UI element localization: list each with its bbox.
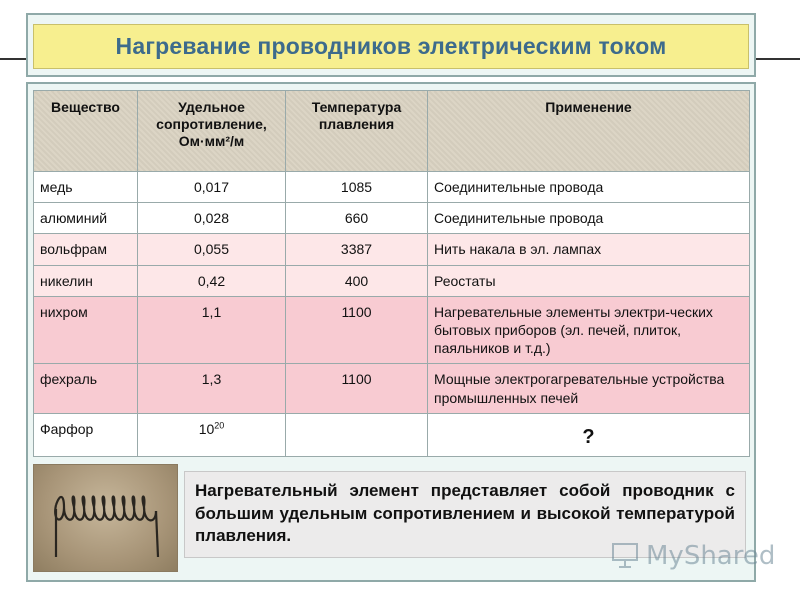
cell-use: Нагревательные элементы электри-ческих бытовых приборов (эл. печей, плиток, паяльников и т.д.) bbox=[428, 296, 750, 364]
cell-use: Реостаты bbox=[428, 265, 750, 296]
cell-use: Соединительные провода bbox=[428, 203, 750, 234]
table-row bbox=[34, 203, 750, 234]
cell-use: Соединительные провода bbox=[428, 172, 750, 203]
title-box bbox=[33, 24, 749, 69]
cell-name: вольфрам bbox=[34, 234, 138, 265]
resistivity-base: 10 bbox=[198, 420, 215, 437]
table-row bbox=[34, 265, 750, 296]
table-row bbox=[34, 172, 750, 203]
cell-melting: 400 bbox=[286, 265, 428, 296]
resistivity-exponent: 20 bbox=[214, 420, 225, 431]
header-application-label: Применение bbox=[545, 99, 632, 115]
cell-resistivity: 0,028 bbox=[138, 203, 286, 234]
question-mark: ? bbox=[582, 425, 595, 448]
table-header-row bbox=[34, 91, 750, 172]
header-resistivity-line2: сопротивление, bbox=[156, 115, 267, 132]
heating-coil-icon bbox=[34, 465, 179, 573]
top-rule-right bbox=[756, 58, 800, 60]
watermark-text: MyShared bbox=[646, 541, 776, 571]
heating-coil-image bbox=[33, 464, 178, 572]
cell-resistivity bbox=[138, 413, 286, 456]
table-row bbox=[34, 364, 750, 413]
cell-use: Нить накала в эл. лампах bbox=[428, 234, 750, 265]
note-text: Нагревательный элемент представляет собой проводник с большим удельным сопротивлением и высокой температурой плавления. bbox=[195, 481, 735, 546]
cell-melting: 3387 bbox=[286, 234, 428, 265]
table-row bbox=[34, 234, 750, 265]
cell-resistivity: 0,017 bbox=[138, 172, 286, 203]
cell-melting: 1100 bbox=[286, 296, 428, 364]
cell-name: медь bbox=[34, 172, 138, 203]
cell-melting: 1085 bbox=[286, 172, 428, 203]
cell-melting: 660 bbox=[286, 203, 428, 234]
cell-melting: 1100 bbox=[286, 364, 428, 413]
table-row bbox=[34, 296, 750, 364]
header-application bbox=[428, 91, 750, 172]
cell-resistivity: 1,3 bbox=[138, 364, 286, 413]
header-substance-label: Вещество bbox=[51, 99, 120, 115]
cell-use bbox=[428, 413, 750, 456]
cell-name: нихром bbox=[34, 296, 138, 364]
cell-use: Мощные электрогагревательные устройства промышленных печей bbox=[428, 364, 750, 413]
cell-resistivity: 0,42 bbox=[138, 265, 286, 296]
header-resistivity-line1: Удельное bbox=[178, 99, 245, 115]
cell-resistivity: 0,055 bbox=[138, 234, 286, 265]
cell-name: алюминий bbox=[34, 203, 138, 234]
header-substance bbox=[34, 91, 138, 172]
presentation-icon bbox=[610, 540, 640, 570]
cell-melting bbox=[286, 413, 428, 456]
properties-table bbox=[33, 90, 750, 457]
table-row bbox=[34, 413, 750, 456]
header-resistivity bbox=[138, 91, 286, 172]
cell-name: фехраль bbox=[34, 364, 138, 413]
header-melting-line2: плавления bbox=[318, 115, 395, 132]
top-rule-left bbox=[0, 58, 26, 60]
cell-name: никелин bbox=[34, 265, 138, 296]
cell-name: Фарфор bbox=[34, 413, 138, 456]
slide-title: Нагревание проводников электрическим током bbox=[115, 33, 667, 59]
header-melting bbox=[286, 91, 428, 172]
cell-resistivity: 1,1 bbox=[138, 296, 286, 364]
header-resistivity-unit: Ом·мм²/м bbox=[178, 132, 245, 149]
header-melting-line1: Температура bbox=[311, 99, 402, 115]
